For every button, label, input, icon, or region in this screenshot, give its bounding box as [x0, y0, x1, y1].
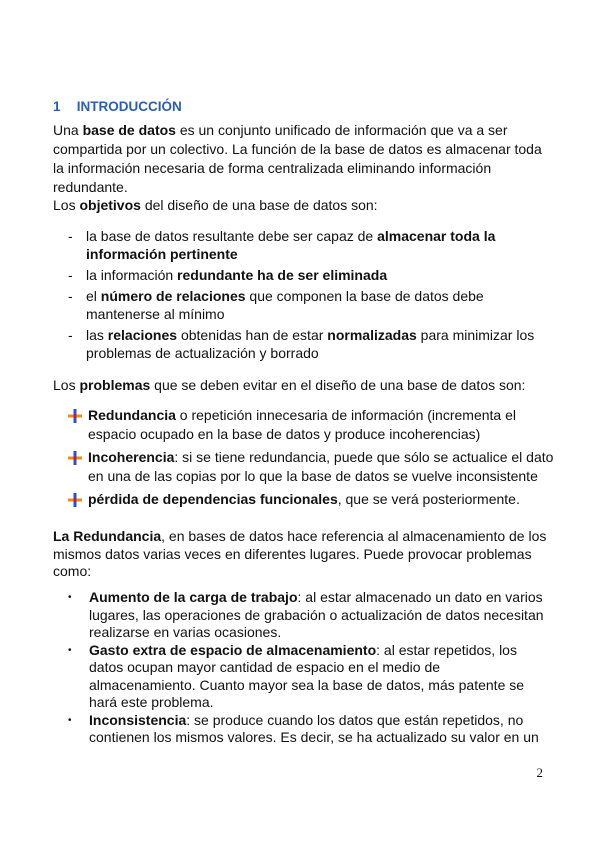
bold-term: Redundancia [88, 407, 176, 423]
text: o repetición innecesaria de información (incrementa el espacio ocupado en la base de datos y produce incoherencias) [88, 407, 516, 442]
text: : si se tiene redundancia, puede que sólo se actualice el dato en una de las copias por lo que la base de datos se vuelve inconsistente [88, 449, 554, 484]
text: que componen la base de datos debe mantenerse al mínimo [86, 288, 484, 322]
section-title: INTRODUCCIÓN [76, 99, 182, 114]
bold-term: base de datos [82, 122, 176, 138]
cross-bullet-icon [68, 451, 82, 465]
text: : al estar repetidos, los datos ocupan mayor cantidad de espacio en el medio de almacenamiento. Cuanto mayor sea la base de datos, más patente se hará este problema. [89, 641, 525, 710]
bold-term: objetivos [79, 197, 141, 213]
list-item [68, 266, 558, 284]
text: : se produce cuando los datos que están repetidos, no contienen los mismos valores. Es decir, se ha actualizado su valor en un [89, 711, 539, 745]
bold-term: número de relaciones [100, 288, 246, 304]
text: para minimizar los problemas de actualización y borrado [86, 327, 535, 361]
bullet-dot-icon: • [68, 714, 72, 726]
list-item [64, 642, 544, 712]
bold-term: pérdida de dependencias funcionales [88, 491, 338, 507]
dash-marker: - [68, 327, 73, 343]
list-item [68, 406, 558, 444]
section-number: 1 [53, 99, 61, 114]
problems-list [68, 406, 558, 509]
text: es un conjunto unificado de información que va a ser compartida por un colectivo. La función de la base de datos es almacenar toda la información necesaria de forma centralizada eliminando información redundante. [53, 122, 542, 195]
text: las [86, 327, 108, 343]
problems-intro [53, 376, 553, 395]
bold-term: problemas [79, 377, 151, 393]
bold-term: Incoherencia [88, 449, 175, 465]
intro-paragraph [53, 121, 553, 197]
bullet-dot-icon: • [68, 592, 72, 603]
text: Los [53, 377, 80, 393]
redundancy-problems-list [64, 589, 544, 747]
text: la base de datos resultante debe ser capaz de [86, 228, 378, 244]
bold-term: La Redundancia [53, 528, 162, 544]
text: la información [86, 267, 178, 283]
list-item [68, 326, 558, 362]
text: obtenidas han de estar [177, 327, 328, 343]
text: el [86, 288, 101, 304]
list-item [68, 227, 558, 263]
page-number: 2 [536, 765, 543, 780]
bold-term: Aumento de la carga de trabajo [89, 589, 298, 605]
text: , en bases de datos hace referencia al almacenamiento de los mismos datos varias veces en diferentes lugares. Puede provocar problemas como: [53, 528, 547, 579]
bold-term: Inconsistencia [89, 711, 187, 728]
text: Los [53, 197, 80, 213]
text: que se deben evitar en el diseño de una base de datos son: [150, 377, 526, 393]
objectives-list [68, 227, 558, 362]
text: del diseño de una base de datos son: [140, 197, 378, 213]
objectives-intro [53, 196, 553, 215]
list-item [64, 712, 544, 747]
section-heading [53, 99, 182, 114]
text: : al estar almacenado un dato en varios lugares, las operaciones de grabación o actualización de datos necesitan realizarse en varias ocasiones. [89, 589, 544, 640]
bullet-dot-icon: • [68, 644, 72, 656]
dash-marker: - [68, 288, 73, 304]
bold-term: almacenar toda la información pertinente [86, 228, 496, 262]
list-item [68, 287, 558, 323]
list-item [64, 589, 544, 642]
bold-term: redundante ha de ser eliminada [177, 267, 388, 283]
bold-term: relaciones [107, 327, 178, 343]
dash-marker: - [68, 267, 73, 283]
bold-term: Gasto extra de espacio de almacenamiento [89, 641, 377, 658]
dash-marker: - [68, 228, 73, 244]
bold-term: normalizadas [327, 327, 417, 343]
list-item [68, 490, 558, 509]
cross-bullet-icon [68, 409, 82, 423]
text: Una [53, 122, 83, 138]
redundancy-paragraph [53, 528, 553, 581]
list-item [68, 448, 558, 486]
cross-bullet-icon [68, 493, 82, 507]
text: , que se verá posteriormente. [337, 491, 520, 507]
